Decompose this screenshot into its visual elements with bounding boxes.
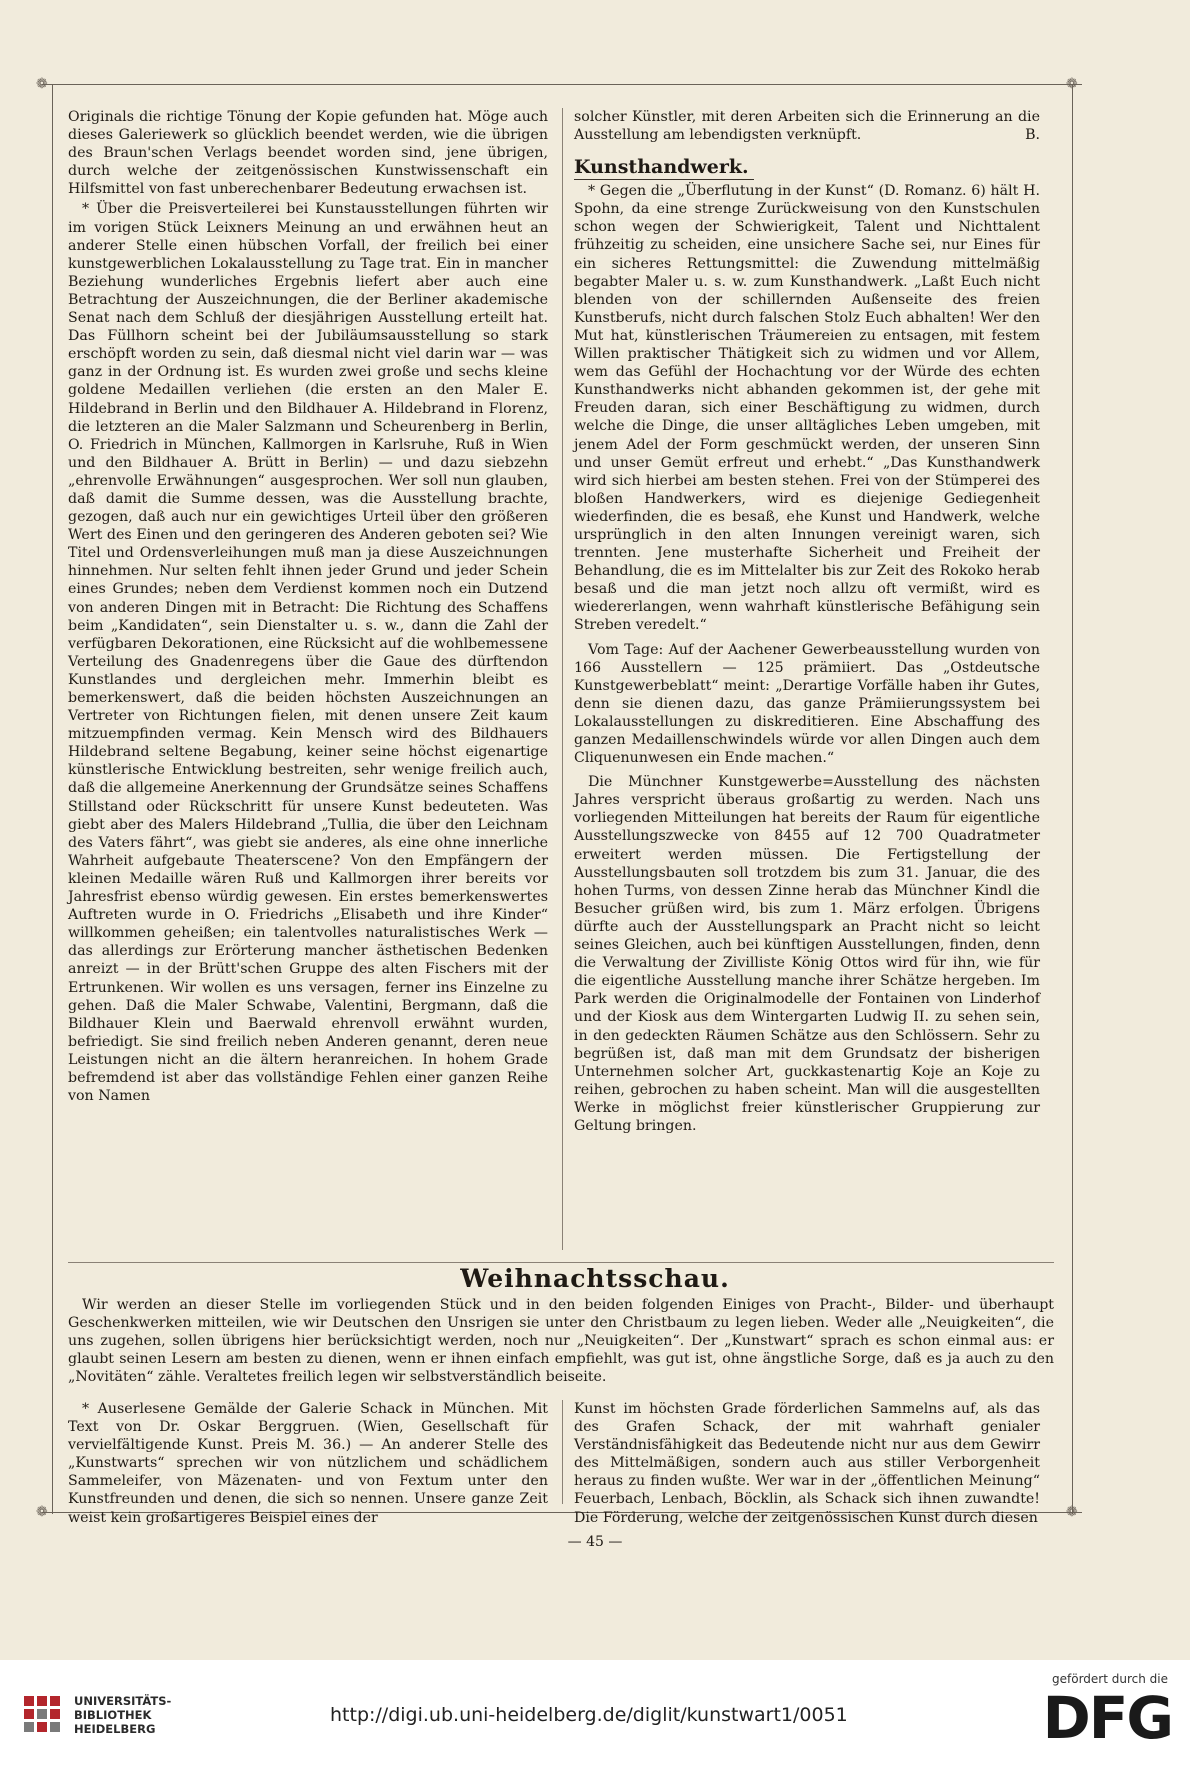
left-column: [68, 108, 548, 1254]
weihnacht-top-rule: [68, 1262, 1054, 1263]
frame-top-rule: [42, 84, 1082, 85]
weihnacht-intro-text: Wir werden an dieser Stelle im vorliegenden Stück und in den beiden folgenden Einiges von Pracht-, Bilder- und überhaupt Geschenkwerken mitteilen, wie wir Deutschen den Unsrigen sie unter den Christbaum zu legen lieben. Weder alle „Neuigkeiten“, die uns zugehen, sollen übrigens hier berücksichtigt werden, noch nur „Neuigkeiten“. Der „Kunstwart“ sprach es schon einmal aus: er glaubt seinen Lesern am besten zu dienen, wenn er ihnen einfach empfiehlt, was gut ist, ohne ängstliche Sorge, daß es ja auch zu den „Novitäten“ zähle. Veraltetes freilich legen wir selbstverständlich beiseite.: [68, 1297, 1054, 1386]
right-column: [574, 108, 1040, 1254]
ornament-top-right-icon: ❁: [1066, 76, 1078, 92]
ornament-bottom-right-icon: ❁: [1066, 1504, 1078, 1520]
frame-right-rule: [1072, 84, 1073, 1514]
weihnacht-left-column: [68, 1400, 548, 1526]
weihnacht-left-text: * Auserlesene Gemälde der Galerie Schack in München. Mit Text von Dr. Oskar Berggruen. (Wien, Gesellschaft für vervielfältigende Kunst. Preis M. 36.) — An anderer Stelle des „Kunstwarts“ sprechen wir von nützlichem und schädlichem Sammeleifer, von Mäzenaten- und von Fextum unter den Kunstfreunden und denen, die sich so nennen. Unsere ganze Zeit weist kein großartigeres Beispiel eines der: [68, 1401, 548, 1526]
column-divider-lower: [562, 1400, 563, 1504]
university-library-logo-icon: [20, 1692, 64, 1736]
section-title-kunsthandwerk: Kunsthandwerk.: [574, 156, 749, 179]
ornament-top-left-icon: ❁: [36, 76, 48, 92]
left-paragraph-1: Originals die richtige Tönung der Kopie gefunden hat. Möge auch dieses Galeriewerk so glücklich beendet werden, wie die übrigen des Braun'schen Verlags beendet worden sind, jene übrigen, durch welche der zeitgenössischen Kunstwissenschaft ein Hilfsmittel von fast unberechenbarer Bedeutung erwachsen ist.: [68, 109, 548, 198]
signature-initial: B.: [1025, 127, 1040, 144]
digital-copy-url[interactable]: http://digi.ub.uni-heidelberg.de/diglit/kunstwart1/0051: [330, 1704, 848, 1726]
weihnacht-right-column: [574, 1400, 1040, 1526]
weihnacht-intro: [68, 1296, 1054, 1392]
right-paragraph-aachener: Vom Tage: Auf der Aachener Gewerbeausstellung wurden von 166 Ausstellern — 125 prämiiert. Das „Ostdeutsche Kunstgewerbeblatt“ meint: „Derartige Vorfälle haben ihr Gutes, denn sie dienen dazu, das ganze Prämiierungssystem bei Lokalausstellungen zu diskreditieren. Eine Abschaffung des ganzen Medaillenschwindels würde vor allen Dingen auch dem Cliquenunwesen ein Ende machen.“: [574, 641, 1040, 767]
section-title-underline: [574, 179, 754, 180]
weihnacht-right-text: Kunst im höchsten Grade förderlichen Sammelns auf, als das des Grafen Schack, der mit wahrhaft genialer Verständnisfähigkeit das Bedeutende nicht nur aus dem Gewirr des Mittelmäßigen, sondern auch aus stiller Verborgenheit heraus zu finden wußte. Wer war in der „öffentlichen Meinung“ Feuerbach, Lenbach, Böcklin, als Schack sich ihnen zuwandte! Die Förderung, welche der zeitgenössischen Kunst durch diesen: [574, 1401, 1040, 1526]
funded-by-label: gefördert durch die: [1052, 1672, 1168, 1686]
right-paragraph-ueberflutung: * Gegen die „Überflutung in der Kunst“ (D. Romanz. 6) hält H. Spohn, da eine strenge Zurückweisung von den Kunstschulen schon wegen der Schwierigkeit, Talent und Nichttalent frühzeitig zu scheiden, eine unsichere Sache sei, nur Eines für ein sicheres Rettungsmittel: die Zuwendung mittelmäßig begabter Maler u. s. w. zum Kunsthandwerk. „Laßt Euch nicht blenden von der schillernden Außenseite des freien Kunstberufs, nicht durch falschen Stolz Euch abhalten! Wer den Mut hat, künstlerischen Träumereien zu entsagen, mit festem Willen praktischer Thätigkeit sich zu widmen und vor Allem, wem das Gefühl der Hochachtung vor der Würde des echten Kunsthandwerks nicht abhanden gekommen ist, der gehe mit Freuden daran, sich einer Beschäftigung zu widmen, durch welche die Dinge, die unser alltägliches Leben umgeben, mit jenem Adel der Form geschmückt werden, der unseren Sinn und unser Gemüt erfreut und erhebt.“ „Das Kunsthandwerk wird sich hierbei am besten stehen. Frei von der Stümperei des bloßen Handwerkers, wird es diejenige Gediegenheit wiederfinden, die es besaß, ehe Kunst und Handwerk, welche ursprünglich in den alten Innungen vereinigt waren, sich trennten. Jene musterhafte Sicherheit und Freiheit der Behandlung, die es im Mittelalter bis zur Zeit des Rokoko herab besaß und die man jetzt noch allzu oft vermißt, wird es wiedererlangen, wenn wahrhaft künstlerische Befähigung sein Streben veredelt.“: [574, 183, 1040, 634]
frame-left-rule: [52, 84, 53, 1514]
footer-bar: [0, 1660, 1190, 1769]
right-intro-text: solcher Künstler, mit deren Arbeiten sich die Erinnerung an die Ausstellung am lebendigsten verknüpft. B.: [574, 109, 1040, 144]
university-library-name: UNIVERSITÄTS- BIBLIOTHEK HEIDELBERG: [74, 1694, 172, 1736]
dfg-logo: DFG: [1042, 1684, 1172, 1752]
section-kunsthandwerk-header: [574, 146, 1040, 182]
section-title-weihnachtsschau: Weihnachtsschau.: [460, 1264, 730, 1293]
page-number: — 45 —: [567, 1534, 623, 1550]
column-divider-upper: [562, 108, 563, 1250]
ornament-bottom-left-icon: ❁: [36, 1504, 48, 1520]
left-paragraph-preisverteilerei: * Über die Preisverteilerei bei Kunstausstellungen führten wir im vorigen Stück Leixners Meinung an und erwähnen heut an anderer Stelle einen hübschen Vorfall, der freilich bei einer kunstgewerblichen Lokalausstellung zu Tage trat. Ein in mancher Beziehung wunderliches Ergebnis liefert aber auch eine Betrachtung der Auszeichnungen, die der Berliner akademische Senat nach dem Schluß der diesjährigen Ausstellung erteilt hat. Das Füllhorn scheint bei der Jubiläumsausstellung so stark erschöpft worden zu sein, daß diesmal nicht viel darin war — was ganz in der Ordnung ist. Es wurden zwei große und sechs kleine goldene Medaillen verliehen (die ersten an den Maler E. Hildebrand in Berlin und den Bildhauer A. Hildebrand in Florenz, die letzteren an die Maler Salzmann und Scheurenberg in Berlin, O. Friedrich in München, Kallmorgen in Karlsruhe, Ruß in Wien und den Bildhauer A. Brütt in Berlin) — und dazu siebzehn „ehrenvolle Erwähnungen“ ausgesprochen. Wer soll nun glauben, daß damit die Summe dessen, was die Ausstellung brachte, gezogen, daß auch nur ein gewichtiges Urteil über den größeren Wert des Einen und den geringeren des Anderen geboten sei? Wie Titel und Ordensverleihungen muß man ja diese Auszeichnungen hinnehmen. Nur selten fehlt ihnen jeder Grund und jeder Schein eines Grundes; neben dem Verdienst kommen noch ein Dutzend von anderen Dingen mit in Betracht: Die Richtung des Schaffens beim „Kandidaten“, sein Dienstalter u. s. w., dann die Zahl der verfügbaren Dekorationen, eine Rücksicht auf die wohlbemessene Verteilung des Gnadenregens über die Gaue des dürftendon Kunstlandes und dergleichen mehr. Immerhin bleibt es bemerkenswert, daß die beiden höchsten Auszeichnungen an Vertreter von Richtungen fielen, mit denen unsere Zeit kaum mitzuempfinden vermag. Kein Mensch wird des Bildhauers Hildebrand seltene Begabung, keiner seine höchst eigenartige künstlerische Entwicklung bestreiten, sehr wenige freilich auch, daß die allgemeine Anerkennung der Grundsätze seines Schaffens Stillstand oder Rückschritt für unsere Kunst bedeuteten. Was giebt aber des Malers Hildebrand „Tullia, die über den Leichnam des Vaters fährt“, was giebt sie anderes, als eine ohne innerliche Wahrheit aufgebaute Theaterscene? Von den Empfängern der kleinen Medaille wären Ruß und Kallmorgen ihrer bereits vor Jahresfrist ebenso würdig gewesen. Ein erstes bemerkenswertes Auftreten wurde in O. Friedrichs „Elisabeth und ihre Kinder“ willkommen geheißen; ein talentvolles naturalistisches Werk — das allerdings zur Erörterung mancher ästhetischen Bedenken anreizt — in der Brütt'schen Gruppe des alten Fischers mit der Ertrunkenen. Wir wollen es uns versagen, ferner ins Einzelne zu gehen. Daß die Maler Schwabe, Valentini, Bergmann, daß die Bildhauer Klein und Baerwald ehrenvoll erwähnt wurden, befriedigt. Sie sind freilich neben Anderen genannt, deren neue Leistungen nicht an die ältern heranreichen. In hohem Grade befremdend ist aber das vollständige Fehlen einer ganzen Reihe von Namen: [68, 201, 548, 1105]
right-paragraph-muenchner: Die Münchner Kunstgewerbe=Ausstellung des nächsten Jahres verspricht überaus großartig zu werden. Nach uns vorliegenden Mitteilungen hat bereits der Raum für eigentliche Ausstellungszwecke von 8455 auf 12 700 Quadratmeter erweitert werden müssen. Die Fertigstellung der Ausstellungsbauten soll trotzdem bis zum 31. Januar, die des hohen Turms, von dessen Zinne herab das Münchner Kindl die Besucher grüßen wird, bis zum 1. März erfolgen. Übrigens dürfte auch der Ausstellungspark an Pracht nicht so leicht seines Gleichen, auch bei künftigen Ausstellungen, finden, denn die Verwaltung der Zivilliste König Ottos wird für ihn, wie für die eigentliche Ausstellung manche ihrer Schätze hergeben. Im Park werden die Originalmodelle der Fontainen von Linderhof und der Kiosk aus dem Wintergarten Ludwig II. zu sehen sein, in den gedeckten Räumen Schätze aus den Schlössern. Sehr zu begrüßen ist, daß man mit dem Grundsatz der bisherigen Unternehmen solcher Art, guckkastenartig Koje an Koje zu reihen, gebrochen zu haben scheint. Man will die ausgestellten Werke in möglichst freier künstlerischer Gruppierung zur Geltung bringen.: [574, 774, 1040, 1134]
